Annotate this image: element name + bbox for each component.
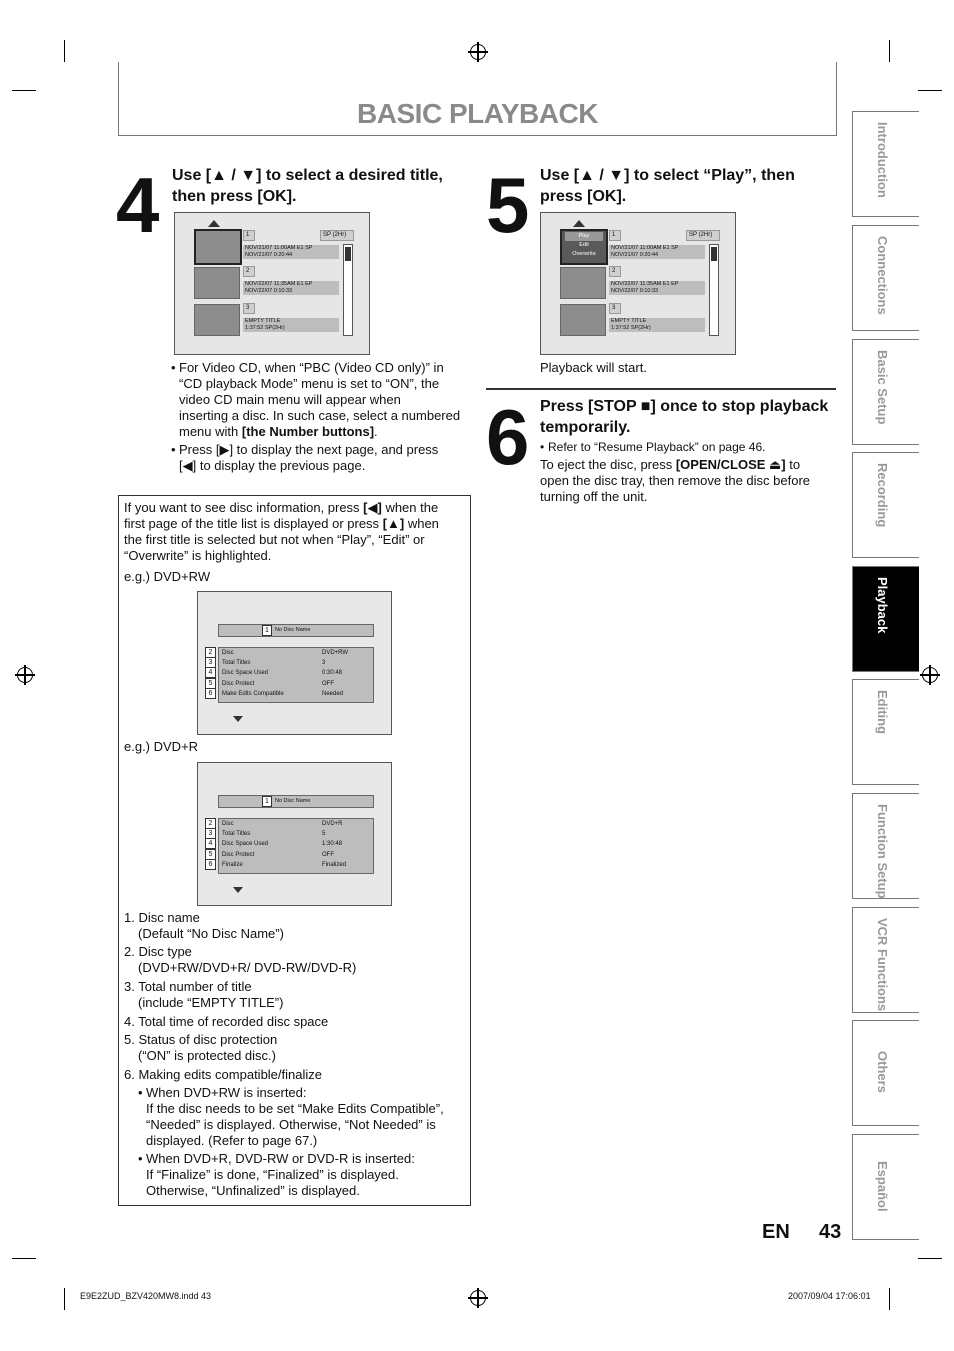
title-number: 3: [609, 303, 621, 314]
callout-3: 3: [205, 657, 216, 668]
scrollbar[interactable]: [709, 244, 719, 336]
disc-info-box: [118, 495, 471, 1206]
callout-1: 1: [262, 796, 272, 807]
crop-mark: [64, 1288, 65, 1310]
tab-function-setup[interactable]: Function Setup: [852, 793, 919, 899]
disc-info-row: Disc Space Used 1:30:48: [222, 841, 343, 847]
disc-info-table: [218, 818, 374, 874]
step-5-heading: Use [▲ / ▼] to select “Play”, then press [OK].: [540, 167, 795, 205]
quality-label: SP (2Hr): [686, 230, 720, 241]
title-menu-screen: [540, 212, 736, 355]
title-thumbnail-2: [560, 267, 606, 299]
disc-info-row: Disc Protect OFF: [222, 681, 334, 687]
scrollbar[interactable]: [343, 244, 353, 336]
disc-name-field: 1 No Disc Name: [218, 624, 374, 637]
example-label-dvdr: e.g.) DVD+R: [124, 739, 199, 754]
registration-mark-icon: [470, 44, 486, 60]
crop-mark: [889, 1288, 890, 1310]
title-info: EMPTY TITLE 1:37:52 SP(2Hr): [243, 318, 339, 332]
registration-mark-icon: [470, 1290, 486, 1306]
step-4-heading: Use [▲ / ▼] to select a desired title, then press [OK].: [172, 167, 443, 205]
crop-mark: [12, 1258, 36, 1259]
disc-info-table: [218, 647, 374, 703]
scroll-up-icon: [208, 220, 220, 227]
disc-info-row: Finalize Finalized: [222, 862, 347, 868]
disc-info-row: Total Titles 3: [222, 660, 326, 666]
callout-1: 1: [262, 625, 272, 636]
title-number: 3: [243, 303, 255, 314]
title-popup-menu: [560, 229, 608, 265]
title-thumbnail-3: [560, 304, 606, 336]
page-title: BASIC PLAYBACK: [357, 98, 598, 129]
title-thumbnail-3: [194, 304, 240, 336]
callout-4: 4: [205, 667, 216, 678]
title-info: NOV/21/07 11:00AM E1 SP NOV/21/07 0:20:44: [609, 245, 705, 259]
disc-info-legend: 1. Disc name (Default “No Disc Name”) 2. Disc type (DVD+RW/DVD+R/ DVD-RW/DVD-R) 3. Total number of title (include “EMPTY TITLE”) 4. Total time of recorded disc space 5. Status of disc protection (“ON” is protected disc.) 6. Making edits compatible/finalize • When DVD+RW is inserted: If the disc needs to be set “Make Edits Compatible”, “Needed” is displayed. Otherwise, “Not Needed” is displayed. (Refer to page 67.) • When DVD+R, DVD-RW or DVD-R is inserted: If “Finalize” is done, “Finalized” is displayed. Otherwise, “Unfinalized” is displayed.: [124, 910, 469, 1199]
menu-edit[interactable]: Edit: [579, 242, 589, 248]
quality-label: SP (2Hr): [320, 230, 354, 241]
disc-info-row: Make Edits Compatible Needed: [222, 691, 344, 697]
title-list-screen: [174, 212, 370, 355]
step-5-note: Playback will start.: [540, 360, 647, 375]
disc-info-screen-dvdrw: [197, 591, 392, 735]
callout-5: 5: [205, 849, 216, 860]
tab-others[interactable]: Others: [852, 1020, 919, 1126]
title-thumbnail-1: [194, 229, 242, 265]
menu-play[interactable]: Play: [565, 232, 603, 241]
title-number: 1: [243, 230, 255, 241]
callout-3: 3: [205, 828, 216, 839]
step-4-notes: • For Video CD, when “PBC (Video CD only)” in “CD playback Mode” menu is set to “ON”, the video CD main menu will appear when inserting a disc. In such case, select a numbered menu with [the Number buttons]. • Press [▶] to display the next page, and press [◀] to display the previous page.: [171, 360, 471, 474]
disc-name-field: 1 No Disc Name: [218, 795, 374, 808]
title-info: NOV/22/07 11:35AM E1 EP NOV/22/07 0:10:33: [609, 281, 705, 295]
crop-mark: [889, 40, 890, 62]
callout-6: 6: [205, 859, 216, 870]
title-thumbnail-2: [194, 267, 240, 299]
disc-info-row: Disc Space Used 0:30:48: [222, 670, 343, 676]
title-number: 1: [609, 230, 621, 241]
disc-info-screen-dvdr: [197, 762, 392, 906]
tab-editing[interactable]: Editing: [852, 679, 919, 785]
tab-vcr-functions[interactable]: VCR Functions: [852, 907, 919, 1013]
file-info: E9E2ZUD_BZV420MW8.indd 43: [80, 1291, 212, 1301]
infobox-intro: If you want to see disc information, press [◀] when the first page of the title list is displayed or press [▲] when the first title is selected but not when “Play”, “Edit” or “Overwrite” is highlighted.: [124, 500, 439, 563]
scroll-up-icon: [573, 220, 585, 227]
page-number: 43: [819, 1221, 842, 1243]
title-info: NOV/21/07 11:00AM E1 SP NOV/21/07 0:20:44: [243, 245, 339, 259]
tab-introduction[interactable]: Introduction: [852, 111, 919, 217]
callout-6: 6: [205, 688, 216, 699]
step-6-notes: • Refer to “Resume Playback” on page 46. To eject the disc, press [OPEN/CLOSE ⏏] to open the disc tray, then remove the disc before turning off the unit.: [540, 439, 840, 505]
title-info: EMPTY TITLE 1:37:52 SP(2Hr): [609, 318, 705, 332]
tab-basic-setup[interactable]: Basic Setup: [852, 339, 919, 445]
crop-mark: [12, 90, 36, 91]
title-info: NOV/22/07 11:35AM E1 EP NOV/22/07 0:10:33: [243, 281, 339, 295]
tab-playback[interactable]: Playback: [852, 566, 919, 672]
step-6-number: 6: [486, 393, 527, 481]
crop-mark: [918, 1258, 942, 1259]
title-frame: [118, 62, 837, 136]
crop-mark: [64, 40, 65, 62]
callout-2: 2: [205, 818, 216, 829]
print-date: 2007/09/04 17:06:01: [788, 1291, 871, 1301]
callout-4: 4: [205, 838, 216, 849]
step-6-heading: Press [STOP ■] once to stop playback temporarily.: [540, 398, 829, 436]
disc-info-row: Disc DVD+RW: [222, 650, 349, 656]
divider: [486, 388, 836, 390]
registration-mark-icon: [17, 667, 33, 683]
tab-recording[interactable]: Recording: [852, 452, 919, 558]
title-number: 2: [243, 266, 255, 277]
crop-mark: [918, 90, 942, 91]
example-label-dvdrw: e.g.) DVD+RW: [124, 569, 211, 584]
language-label: EN: [762, 1221, 790, 1243]
disc-info-row: Total Titles 5: [222, 831, 326, 837]
tab-espanol[interactable]: Español: [852, 1134, 919, 1240]
callout-2: 2: [205, 647, 216, 658]
title-number: 2: [609, 266, 621, 277]
disc-info-row: Disc DVD+R: [222, 821, 343, 827]
tab-connections[interactable]: Connections: [852, 225, 919, 331]
callout-5: 5: [205, 678, 216, 689]
disc-info-row: Disc Protect OFF: [222, 852, 334, 858]
step-5-number: 5: [486, 161, 527, 249]
menu-overwrite[interactable]: Overwrite: [572, 251, 596, 257]
step-4-number: 4: [116, 161, 157, 249]
scroll-down-icon: [233, 887, 243, 893]
registration-mark-icon: [922, 667, 938, 683]
scroll-down-icon: [233, 716, 243, 722]
